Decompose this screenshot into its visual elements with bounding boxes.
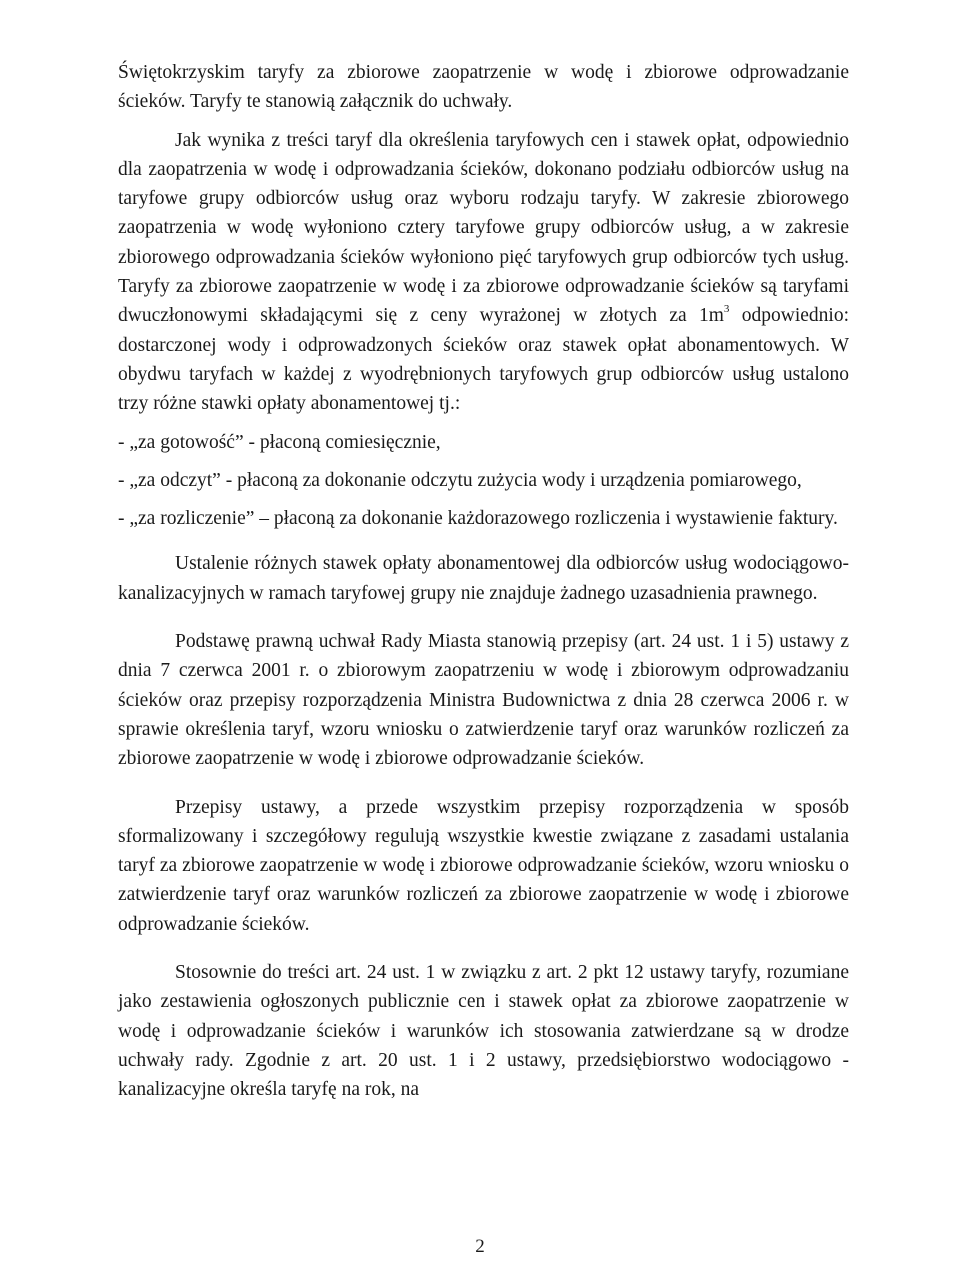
cubic-superscript: 3	[723, 302, 730, 315]
page-number: 2	[475, 1236, 485, 1257]
paragraph-stosownie: Stosownie do treści art. 24 ust. 1 w związku z art. 2 pkt 12 ustawy taryfy, rozumiane jako zestawienia ogłoszonych publicznie cen i stawek opłat za zbiorowe zaopatrzenie w wodę i odprowadzanie ścieków i warunków ich stosowania zatwierdzane są w drodze uchwały rady. Zgodnie z art. 20 ust. 1 i 2 ustawy, przedsiębiorstwo wodociągowo - kanalizacyjne określa taryfę na rok, na	[118, 962, 849, 1101]
list-item-za-gotowosc: - „za gotowość” - płaconą comiesięcznie,	[118, 431, 441, 453]
paragraph-podzial-odbiorcow	[118, 126, 849, 419]
paragraph-podzial-continuation: odpowiednio: dostarczonej wody i odprowadzonych ścieków oraz stawek opłat abonamentowych. W obydwu taryfach w każdej z wyodrębnionych taryfowych grup odbiorców usług ustalono trzy różne stawki opłaty abonamentowej tj.:	[118, 305, 850, 415]
list-item-za-rozliczenie: - „za rozliczenie” – płaconą za dokonanie każdorazowego rozliczenia i wystawienie faktury.	[118, 508, 838, 530]
paragraph-taryfy-intro: Świętokrzyskim taryfy za zbiorowe zaopatrzenie w wodę i zbiorowe odprowadzanie ścieków. Taryfy te stanowią załącznik do uchwały.	[118, 62, 849, 113]
paragraph-przepisy-ustawy: Przepisy ustawy, a przede wszystkim przepisy rozporządzenia w sposób sformalizowany i szczegółowy regulują wszystkie kwestie związane z zasadami ustalania taryf za zbiorowe zaopatrzenie w wodę i zbiorowe odprowadzanie ścieków, wzoru wniosku o zatwierdzenie taryf oraz warunków rozliczeń za zbiorowe zaopatrzenie w wodę i zbiorowe odprowadzanie ścieków.	[118, 796, 849, 935]
paragraph-podzial-text: Jak wynika z treści taryf dla określenia taryfowych cen i stawek opłat, odpowiednio dla zaopatrzenia w wodę i odprowadzania ścieków, dokonano podziału odbiorców usług na taryfowe grupy odbiorców usług oraz wyboru rodzaju taryfy. W zakresie zbiorowego zaopatrzenia w wodę wyłoniono cztery taryfowe grupy odbiorców usług, a w zakresie zbiorowego odprowadzania ścieków wyłoniono pięć taryfowych grup odbiorców tych usług. Taryfy za zbiorowe zaopatrzenie w wodę i za zbiorowe odprowadzanie ścieków są taryfami dwuczłonowymi składającymi się z ceny wyrażonej w złotych za 1m	[118, 129, 849, 327]
document-page	[118, 58, 849, 1105]
paragraph-ustalenie-stawek: Ustalenie różnych stawek opłaty abonamentowej dla odbiorców usług wodociągowo-kanalizacyjnych w ramach taryfowej grupy nie znajduje żadnego uzasadnienia prawnego.	[118, 553, 849, 604]
list-item-za-odczyt: - „za odczyt” - płaconą za dokonanie odczytu zużycia wody i urządzenia pomiarowego,	[118, 469, 802, 491]
paragraph-podstawa-prawna: Podstawę prawną uchwał Rady Miasta stanowią przepisy (art. 24 ust. 1 i 5) ustawy z dnia 7 czerwca 2001 r. o zbiorowym zaopatrzeniu w wodę i zbiorowym odprowadzaniu ścieków oraz przepisy rozporządzenia Ministra Budownictwa z dnia 28 czerwca 2006 r. w sprawie określenia taryf, wzoru wniosku o zatwierdzenie taryf oraz warunków rozliczeń za zbiorowe zaopatrzenie w wodę i zbiorowe odprowadzanie ścieków.	[118, 631, 849, 770]
